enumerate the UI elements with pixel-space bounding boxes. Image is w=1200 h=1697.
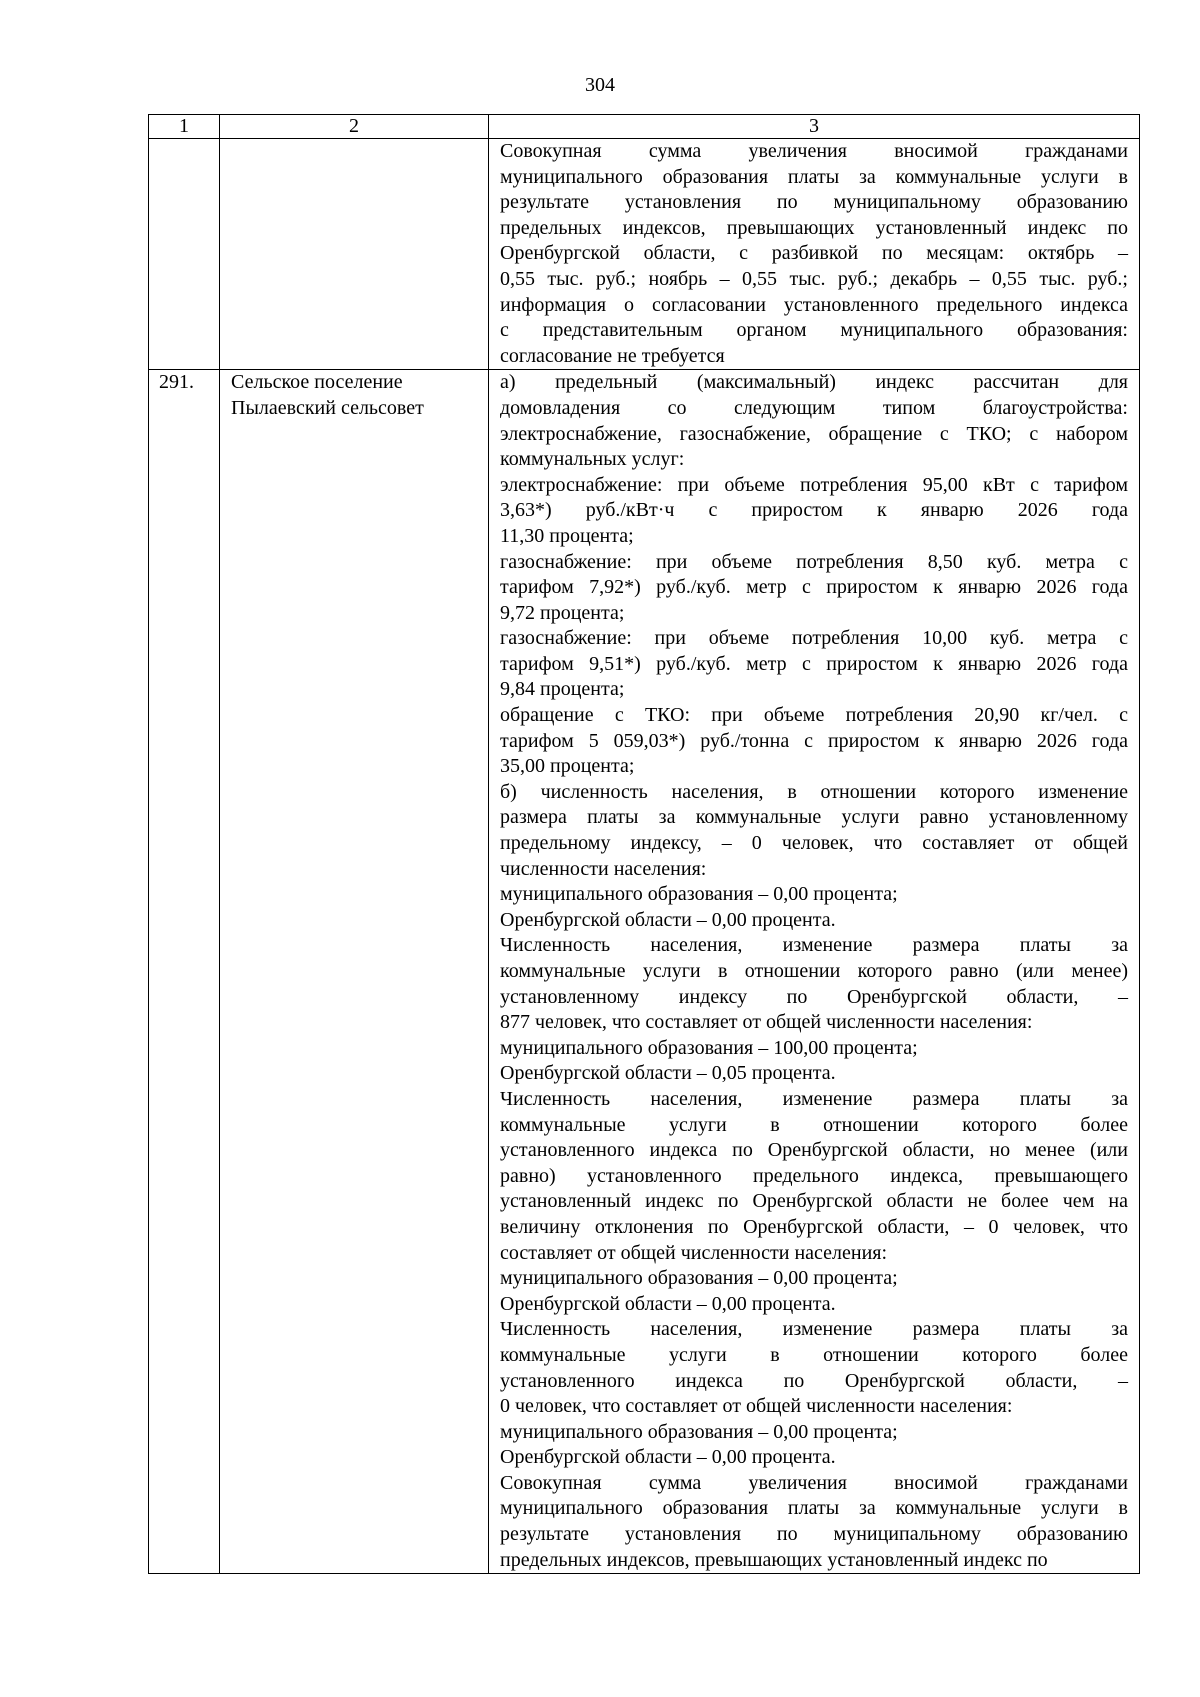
text-line: Оренбургской области, с разбивкой по месяцам: октябрь – xyxy=(500,242,1128,265)
table-header-row xyxy=(149,115,1140,139)
description-cell xyxy=(489,370,1140,1574)
text-line: 9,84 процента; xyxy=(500,678,625,701)
text-line: величину отклонения по Оренбургской области, – 0 человек, что xyxy=(500,1215,1128,1238)
text-line: коммунальные услуги в отношении которого более xyxy=(500,1343,1128,1366)
text-line: Численность населения, изменение размера платы за xyxy=(500,1087,1128,1110)
page-number: 304 xyxy=(585,74,615,96)
row-number: 291. xyxy=(149,370,220,1574)
paragraph xyxy=(500,1445,1128,1471)
paragraph xyxy=(500,1292,1128,1318)
text-line: предельному индексу, – 0 человек, что составляет от общей xyxy=(500,832,1128,855)
row-number-cell-empty xyxy=(149,139,220,370)
text-line: результате установления по муниципальному образованию xyxy=(500,191,1128,214)
paragraph xyxy=(500,1471,1128,1573)
text-line: Оренбургской области – 0,05 процента. xyxy=(500,1062,836,1085)
text-line: обращение с ТКО: при объеме потребления 20,90 кг/чел. с xyxy=(500,704,1128,727)
paragraph xyxy=(500,908,1128,934)
text-line: установленный индекс по Оренбургской области не более чем на xyxy=(500,1190,1128,1213)
text-line: электроснабжение, газоснабжение, обращение с ТКО; с набором xyxy=(500,422,1128,445)
text-line: 9,72 процента; xyxy=(500,601,625,624)
text-line: Совокупная сумма увеличения вносимой гражданами xyxy=(500,1471,1128,1494)
text-line: равно) установленного предельного индекса, превышающего xyxy=(500,1164,1128,1187)
text-line: Оренбургской области – 0,00 процента. xyxy=(500,1292,836,1315)
table-row-291 xyxy=(149,370,1140,1574)
municipality-name-line: Пылаевский сельсовет xyxy=(231,396,424,419)
text-line: 3,63*) руб./кВт·ч с приростом к январю 2026 года xyxy=(500,499,1128,522)
text-line: 877 человек, что составляет от общей численности населения: xyxy=(500,1011,1033,1034)
text-line: б) численность населения, в отношении которого изменение xyxy=(500,780,1128,803)
paragraph xyxy=(500,1087,1128,1266)
column-header-3: 3 xyxy=(489,115,1140,139)
municipality-cell-empty xyxy=(220,139,489,370)
index-table xyxy=(148,114,1140,1574)
paragraph xyxy=(500,473,1128,550)
text-line: результате установления по муниципальному образованию xyxy=(500,1523,1128,1546)
paragraph xyxy=(500,139,1128,369)
paragraph xyxy=(500,1061,1128,1087)
text-line: установленного индекса по Оренбургской области, – xyxy=(500,1369,1128,1392)
column-header-1: 1 xyxy=(149,115,220,139)
paragraph xyxy=(500,933,1128,1035)
description-cell xyxy=(489,139,1140,370)
text-line: а) предельный (максимальный) индекс рассчитан для xyxy=(500,371,1128,394)
text-line: 11,30 процента; xyxy=(500,524,634,547)
text-line: с представительным органом муниципального образования: xyxy=(500,319,1128,342)
paragraph xyxy=(500,626,1128,703)
text-line: 0 человек, что составляет от общей численности населения: xyxy=(500,1395,1013,1418)
text-line: муниципального образования – 100,00 процента; xyxy=(500,1036,918,1059)
paragraph xyxy=(500,1420,1128,1446)
text-line: муниципального образования – 0,00 процента; xyxy=(500,1420,898,1443)
text-line: согласование не требуется xyxy=(500,344,725,367)
municipality-name xyxy=(220,370,489,1574)
paragraph xyxy=(500,550,1128,627)
description-text xyxy=(500,139,1128,369)
text-line: численности населения: xyxy=(500,857,707,880)
description-text xyxy=(500,370,1128,1573)
paragraph xyxy=(500,882,1128,908)
text-line: электроснабжение: при объеме потребления 95,00 кВт с тарифом xyxy=(500,473,1128,496)
text-line: 0,55 тыс. руб.; ноябрь – 0,55 тыс. руб.; декабрь – 0,55 тыс. руб.; xyxy=(500,267,1128,290)
text-line: установленного индекса по Оренбургской области, но менее (или xyxy=(500,1139,1128,1162)
text-line: тарифом 7,92*) руб./куб. метр с приростом к январю 2026 года xyxy=(500,576,1128,599)
text-line: Оренбургской области – 0,00 процента. xyxy=(500,908,836,931)
text-line: газоснабжение: при объеме потребления 10,00 куб. метра с xyxy=(500,627,1128,650)
text-line: муниципального образования платы за коммунальные услуги в xyxy=(500,165,1128,188)
paragraph xyxy=(500,1036,1128,1062)
text-line: тарифом 5 059,03*) руб./тонна с приростом к январю 2026 года xyxy=(500,729,1128,752)
text-line: тарифом 9,51*) руб./куб. метр с приростом к январю 2026 года xyxy=(500,652,1128,675)
paragraph xyxy=(500,370,1128,472)
text-line: информация о согласовании установленного предельного индекса xyxy=(500,293,1128,316)
paragraph xyxy=(500,780,1128,882)
column-header-2: 2 xyxy=(220,115,489,139)
text-line: коммунальных услуг: xyxy=(500,448,685,471)
text-line: коммунальные услуги в отношении которого равно (или менее) xyxy=(500,960,1128,982)
text-line: Численность населения, изменение размера платы за xyxy=(500,934,1128,957)
text-line: составляет от общей численности населения: xyxy=(500,1241,888,1264)
text-line: муниципального образования платы за коммунальные услуги в xyxy=(500,1497,1128,1520)
text-line: Оренбургской области – 0,00 процента. xyxy=(500,1446,836,1469)
table-row-continued xyxy=(149,139,1140,370)
text-line: газоснабжение: при объеме потребления 8,50 куб. метра с xyxy=(500,550,1128,573)
paragraph xyxy=(500,1266,1128,1292)
text-line: муниципального образования – 0,00 процента; xyxy=(500,1267,898,1290)
paragraph xyxy=(500,703,1128,780)
text-line: Численность населения, изменение размера платы за xyxy=(500,1318,1128,1341)
municipality-name-line: Сельское поселение xyxy=(231,371,403,394)
paragraph xyxy=(500,1317,1128,1419)
text-line: установленному индексу по Оренбургской области, – xyxy=(500,985,1128,1008)
text-line: размера платы за коммунальные услуги равно установленному xyxy=(500,806,1128,829)
text-line: предельных индексов, превышающих установленный индекс по xyxy=(500,1548,1048,1571)
text-line: 35,00 процента; xyxy=(500,755,635,778)
text-line: муниципального образования – 0,00 процента; xyxy=(500,883,898,906)
text-line: предельных индексов, превышающих установленный индекс по xyxy=(500,216,1128,239)
text-line: Совокупная сумма увеличения вносимой гражданами xyxy=(500,140,1128,162)
text-line: коммунальные услуги в отношении которого более xyxy=(500,1113,1128,1136)
text-line: домовладения со следующим типом благоустройства: xyxy=(500,396,1128,419)
